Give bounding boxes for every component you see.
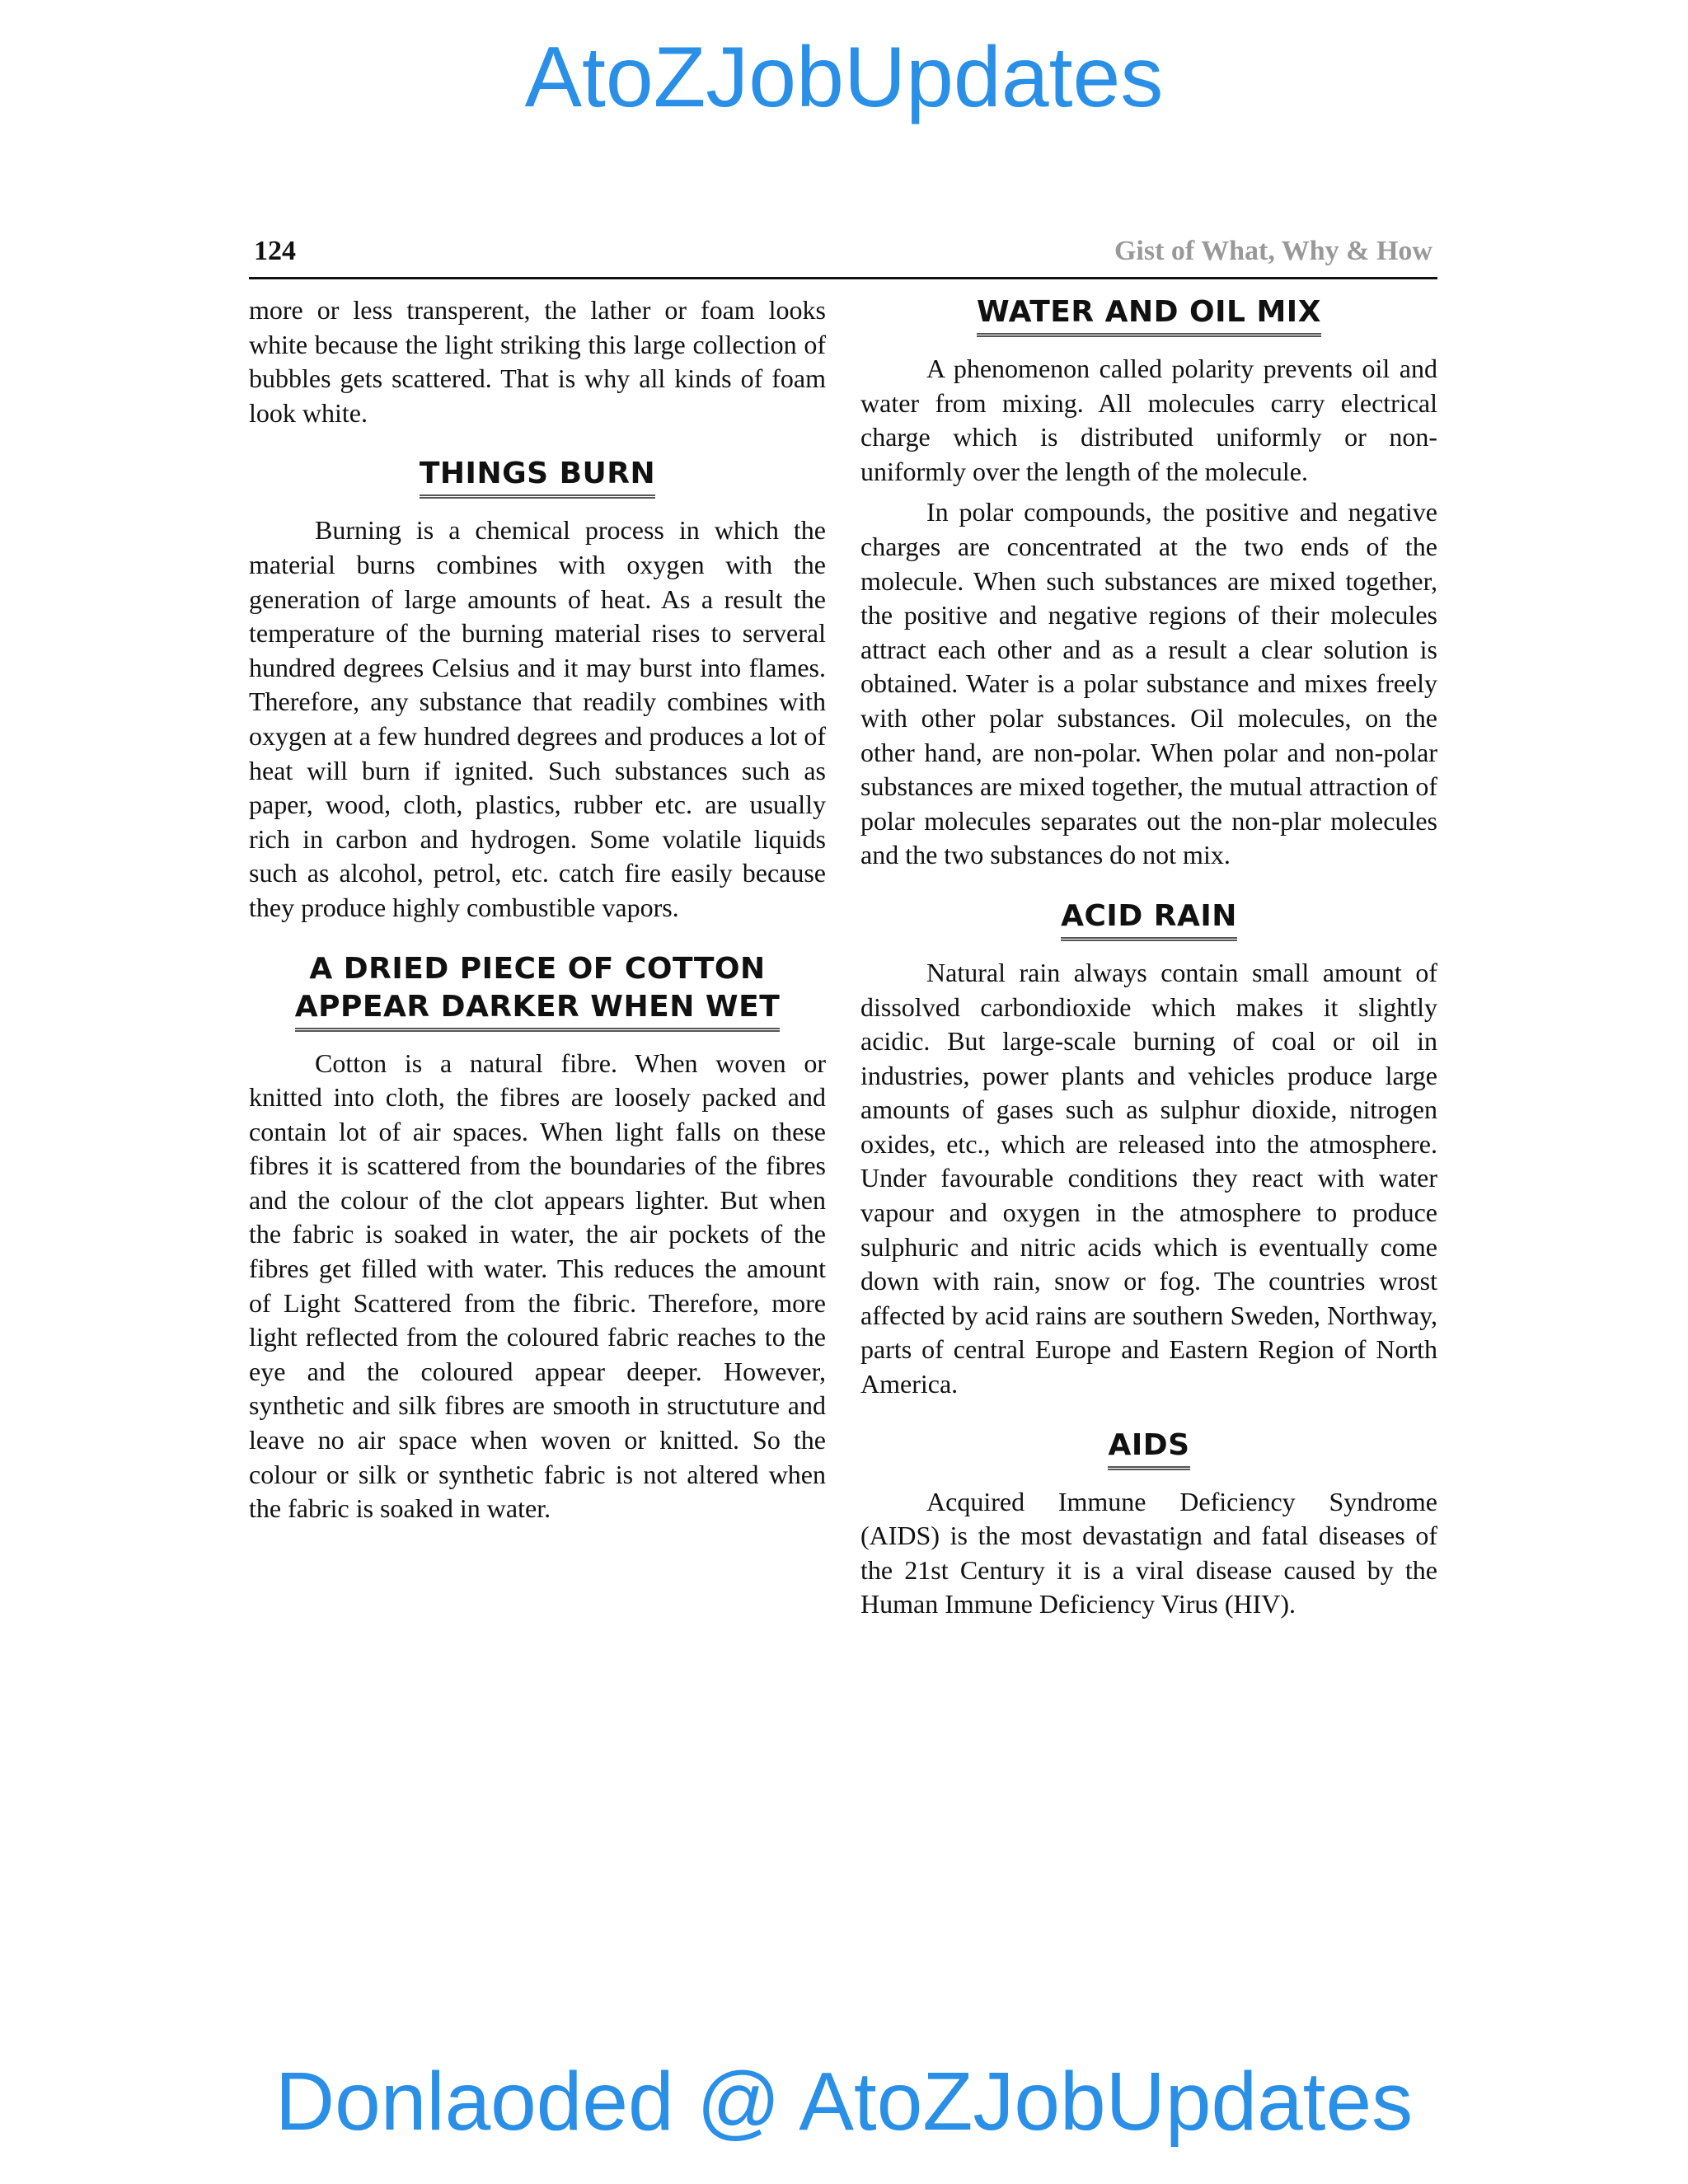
book-title: Gist of What, Why & How <box>1114 236 1432 266</box>
things-burn-heading-wrap <box>249 455 826 499</box>
aids-heading: AIDS <box>1108 1427 1189 1470</box>
right-column <box>860 293 1437 1629</box>
things-burn-paragraph: Burning is a chemical process in which the material burns combines with oxygen with the generation of large amounts of heat. As a result the temperature of the burning material rises to serveral hundred degrees Celsius and it may burst into flames. Therefore, any substance that readily combines with oxygen at a few hundred degrees and produces a lot of heat will burn if ignited. Such substances such as paper, wood, cloth, plastics, rubber etc. are usually rich in carbon and hydrogen. Some volatile liquids such as alcohol, petrol, etc. catch fire easily because they produce highly combustible vapors. <box>249 515 826 922</box>
things-burn-heading: THINGS BURN <box>420 455 655 499</box>
water-oil-heading-wrap <box>860 293 1437 337</box>
aids-paragraph: Acquired Immune Deficiency Syndrome (AIDS) is the most devastatign and fatal diseases of the 21st Century it is a viral disease caused by the Human Immune Deficiency Virus (HIV). <box>860 1486 1437 1619</box>
cotton-heading <box>295 950 781 1032</box>
left-column <box>249 293 826 1533</box>
cotton-heading-wrap <box>249 950 826 1032</box>
acid-rain-paragraph: Natural rain always contain small amount of dissolved carbondioxide which makes it slightly acidic. But large-scale burning of coal or oil in industries, power plants and vehicles produce large amounts of gases such as sulphur dioxide, nitrogen oxides, etc., which are released into the atmosphere. Under favourable conditions they react with water vapour and oxygen in the atmosphere to produce sulphuric and nitric acids which is eventually come down with rain, snow or fog. The countries wrost affected by acid rains are southern Sweden, Northway, parts of central Europe and Eastern Region of North America. <box>860 957 1437 1399</box>
water-oil-paragraph-1: A phenomenon called polarity prevents oil and water from mixing. All molecules carry electrical charge which is distributed uniformly or non-uniformly over the length of the molecule. <box>860 354 1437 486</box>
acid-rain-heading: ACID RAIN <box>1061 898 1237 941</box>
page-number: 124 <box>254 236 296 266</box>
water-oil-heading: WATER AND OIL MIX <box>977 293 1321 337</box>
cotton-heading-line1: A DRIED PIECE OF COTTON <box>309 951 766 986</box>
watermark-bottom: Donlaoded @ AtoZJobUpdates <box>274 2055 1414 2148</box>
running-header <box>249 232 1437 279</box>
water-oil-paragraph-2: In polar compounds, the positive and negative charges are concentrated at the two ends of the molecule. When such substances are mixed together, the positive and negative regions of their molecules attract each other and as a result a clear solution is obtained. Water is a polar substance and mixes freely with other polar substances. Oil molecules, on the other hand, are non-polar. When polar and non-polar substances are mixed together, the mutual attraction of polar molecules separates out the non-plar molecules and the two substances do not mix. <box>860 497 1437 870</box>
cotton-heading-line2: APPEAR DARKER WHEN WET <box>294 989 781 1024</box>
aids-heading-wrap <box>860 1427 1437 1470</box>
cotton-paragraph: Cotton is a natural fibre. When woven or knitted into cloth, the fibres are loosely packed and contain lot of air spaces. When light falls on these fibres it is scattered from the boundaries of the fibres and the colour of the clot appears lighter. But when the fabric is soaked in water, the air pockets of the fibres get filled with water. This reduces the amount of Light Scattered from the fibric. Therefore, more light reflected from the coloured fabric reaches to the eye and the coloured appear deeper. However, synthetic and silk fibres are smooth in structuture and leave no air space when woven or knitted. So the colour or silk or synthetic fabric is not altered when the fabric is soaked in water. <box>249 1047 826 1524</box>
acid-rain-heading-wrap <box>860 898 1437 941</box>
watermark-top: AtoZJobUpdates <box>524 30 1164 125</box>
foam-continued-paragraph: more or less transperent, the lather or foam looks white because the light striking this large collection of bubbles gets scattered. That is why all kinds of foam look white. <box>249 295 826 428</box>
